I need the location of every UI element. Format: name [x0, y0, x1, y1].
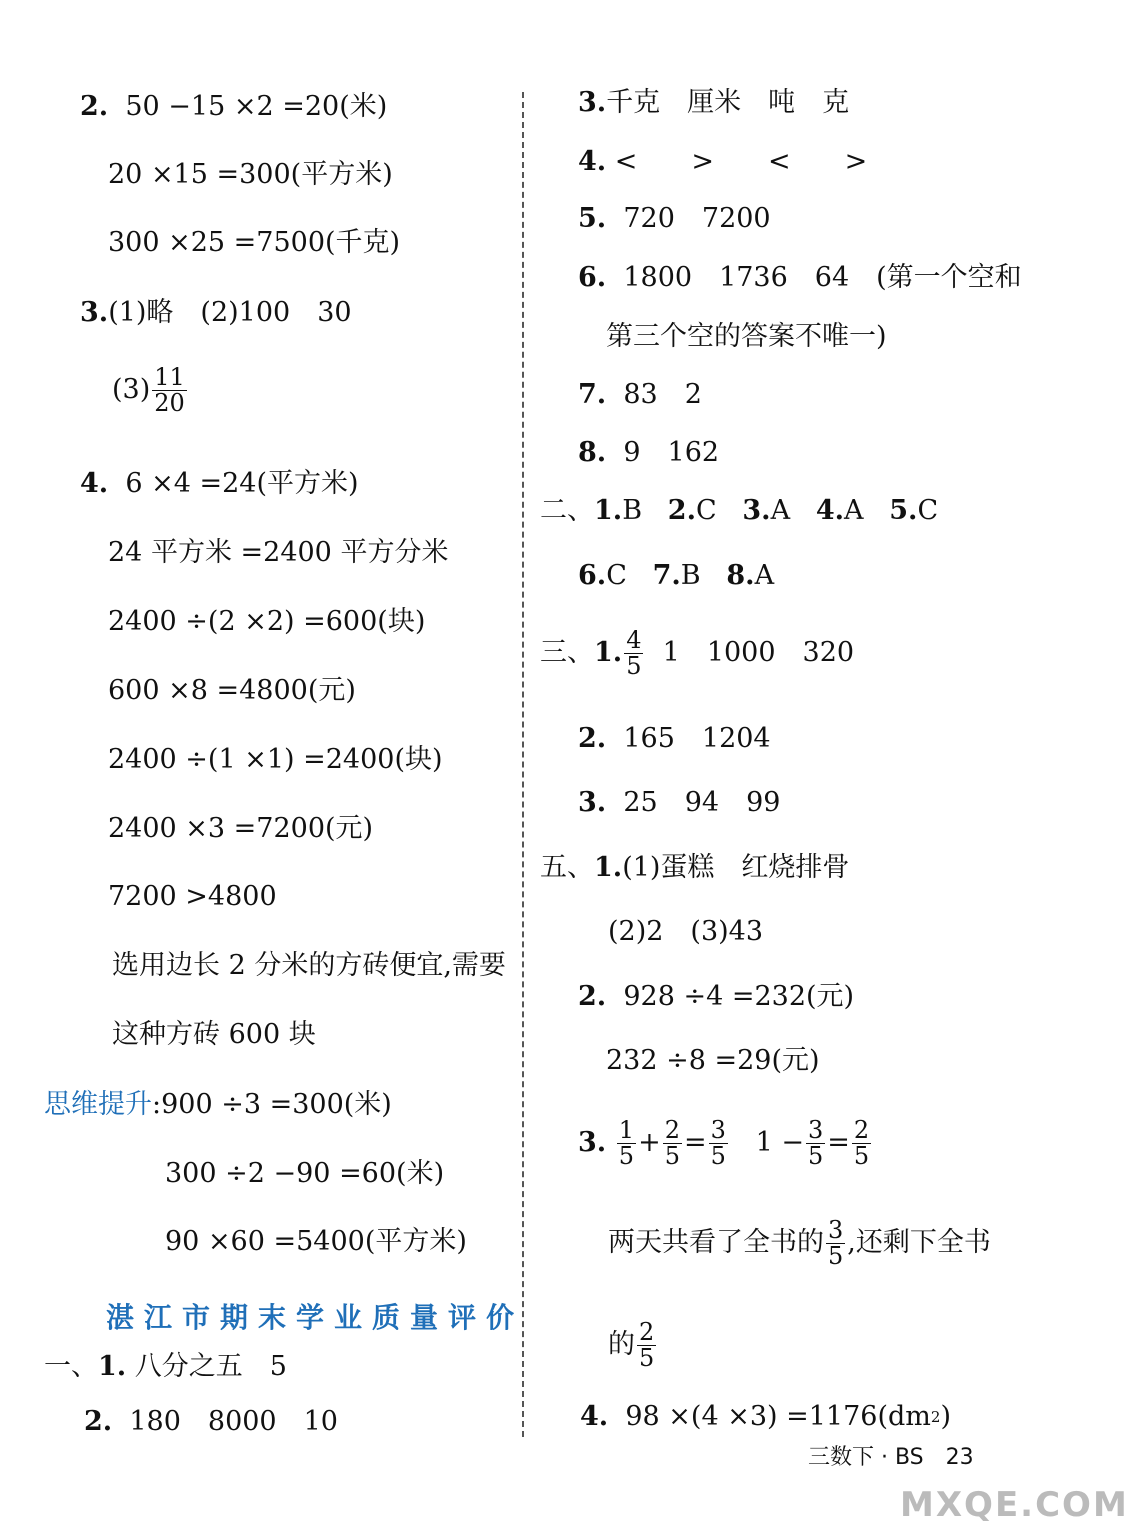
answer-4-line-5: 2400 ÷(1 ×1) =2400(块) [108, 744, 443, 775]
section-5-line-3: 2. 928 ÷4 =232(元) [578, 981, 855, 1012]
answer-2-line-1: 2. 50 −15 ×2 =20(米) [80, 91, 388, 122]
answer-2-line-3: 300 ×25 =7500(千克) [108, 227, 401, 258]
section-5-sentence-line-2: 的 $\frac{2}{5}$ [608, 1318, 655, 1372]
answer-3-line-2: (3) $\frac{11}{20}$ [112, 363, 185, 417]
answer-4-line-6: 2400 ×3 =7200(元) [108, 813, 374, 844]
section-5-line-q4: 4. $98 \times(4 \times 3) =1176(dm^2)$ [580, 1401, 951, 1432]
section-5-fraction-equation: 3. $\frac{1}{5}$ + $\frac{2}{5}$ = $\frac{3}{5}$ 1 − $\frac{3}{5}$ = $\frac{2}{5}$ [578, 1116, 870, 1170]
section-title: 湛江市期末学业质量评价 [106, 1301, 525, 1334]
answer-r7: 7. 83 2 [578, 379, 702, 410]
section-2-line-2: 6.C 7.B 8.A [578, 560, 775, 591]
answer-2-line-2: 20 ×15 =300(平方米) [108, 159, 393, 190]
answer-4-line-1: 4. 6 ×4 =24(平方米) [80, 468, 359, 499]
answer-4-line-7: 7200 >4800 [108, 881, 277, 912]
answer-4-line-2: 24 平方米 =2400 平方分米 [108, 537, 449, 568]
section-5-line-1: 五、1.(1)蛋糕 红烧排骨 [540, 852, 850, 883]
answer-4-line-8: 选用边长 2 分米的方砖便宜,需要 [112, 950, 506, 981]
page-footer: 三数下 · BS 23 [808, 1445, 974, 1470]
answer-4-line-4: 600 ×8 =4800(元) [108, 675, 356, 706]
section-3-line-2: 2. 165 1204 [578, 723, 771, 754]
section-5-sentence-line-1: 两天共看了全书的 $\frac{3}{5}$ ,还剩下全书 [608, 1216, 991, 1270]
fraction: $\frac{11}{20}$ [154, 363, 185, 417]
fraction: $\frac{4}{5}$ [626, 626, 642, 680]
section-2-line-1: 二、1.B 2.C 3.A 4.A 5.C [540, 495, 939, 526]
section-5-line-2: (2)2 (3)43 [608, 916, 764, 947]
answer-r4: 4. < > < > [578, 146, 868, 177]
answer-r3: 3.千克 厘米 吨 克 [578, 87, 850, 118]
section-3-line-3: 3. 25 94 99 [578, 787, 781, 818]
siwei-line-1: 思维提升:900 ÷3 =300(米) [44, 1089, 392, 1120]
column-divider [522, 92, 524, 1437]
answer-4-line-3: 2400 ÷(2 ×2) =600(块) [108, 606, 426, 637]
answer-r6-line-2: 第三个空的答案不唯一) [606, 321, 887, 352]
section-1-line-2: 2. 180 8000 10 [84, 1406, 338, 1437]
answer-3-line-1: 3.(1)略 (2)100 30 [80, 297, 352, 328]
siwei-line-2: 300 ÷2 −90 =60(米) [165, 1158, 445, 1189]
section-1-line-1: 一、1. 八分之五 5 [44, 1351, 287, 1382]
answer-r5: 5. 720 7200 [578, 203, 771, 234]
answer-r8: 8. 9 162 [578, 437, 720, 468]
siwei-label: 思维提升 [44, 1089, 152, 1120]
section-3-line-1: 三、1. $\frac{4}{5}$ 1 1000 320 [540, 626, 855, 680]
watermark: MXQE.COM [900, 1485, 1129, 1525]
section-5-line-4: 232 ÷8 =29(元) [606, 1045, 820, 1076]
answer-r6-line-1: 6. 1800 1736 64 (第一个空和 [578, 262, 1022, 293]
answer-4-line-9: 这种方砖 600 块 [112, 1019, 316, 1050]
siwei-line-3: 90 ×60 =5400(平方米) [165, 1226, 467, 1257]
